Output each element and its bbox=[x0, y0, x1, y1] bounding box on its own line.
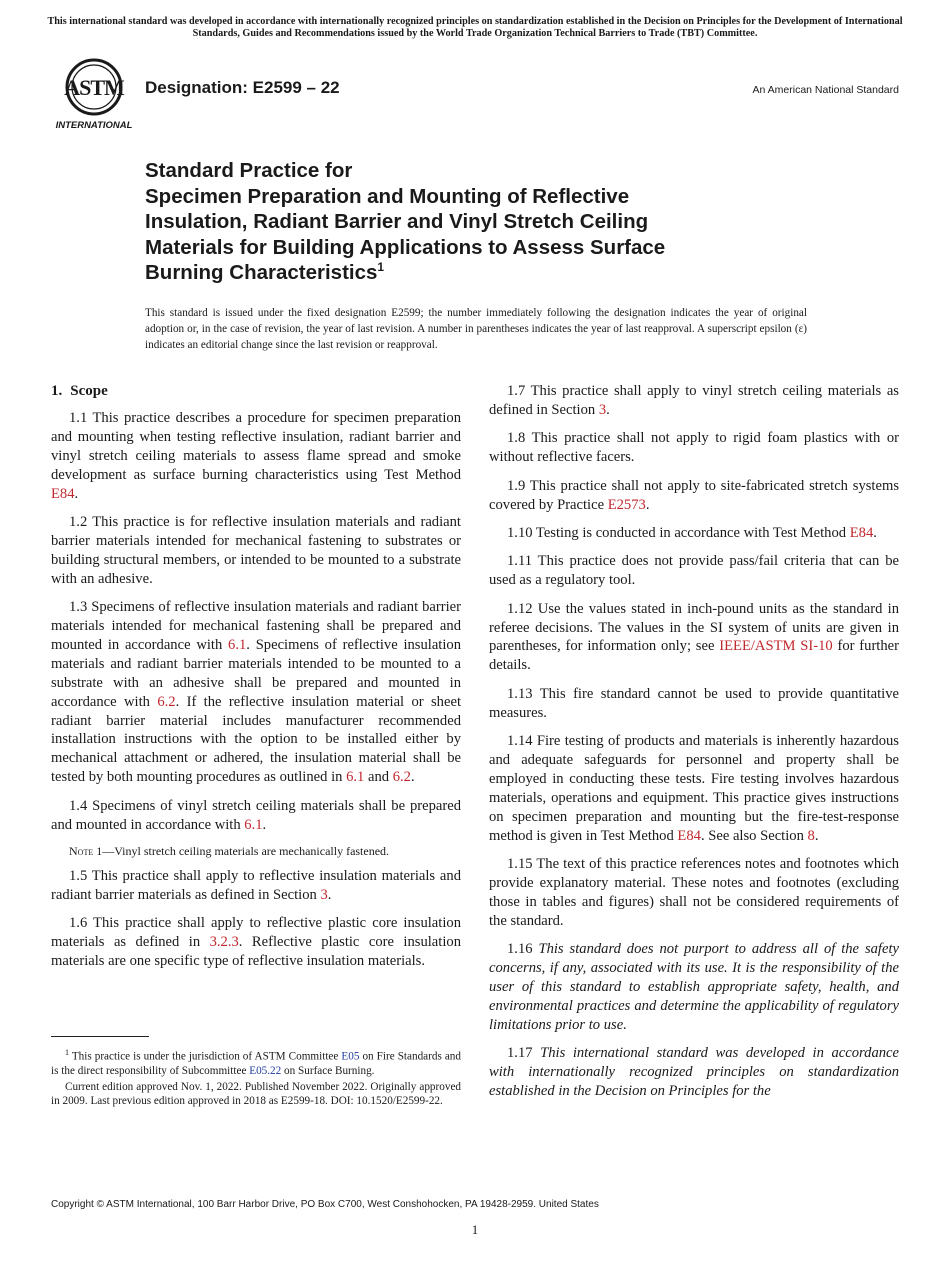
link-si-10[interactable]: IEEE/ASTM SI-10 bbox=[719, 638, 833, 655]
paragraph-1-3: 1.3 Specimens of reflective insulation materials and radiant barrier materials intended for mechanical fastening shall be prepared and mounted in accordance with 6.1. Specimens of reflective insulation materials and radiant barrier materials intended to be mounted to a substrate with an adhesive shall be prepared and mounted in accordance with 6.2. If the reflective insulation material or sheet radiant barrier material includes manufacturer recommended installation instructions with the option to be installed either by mechanical attachment or adhered, the insulation material shall be tested by both mounting procedures as outlined in 6.1 and 6.2. bbox=[51, 599, 462, 786]
link-section-8[interactable]: 8 bbox=[807, 827, 815, 844]
title-footnote-mark[interactable]: 1 bbox=[377, 260, 385, 274]
svg-text:ASTM: ASTM bbox=[64, 75, 124, 100]
title-line: Specimen Preparation and Mounting of Reflective bbox=[145, 184, 630, 208]
link-e84[interactable]: E84 bbox=[677, 827, 701, 844]
paragraph-1-15: 1.15 The text of this practice references notes and footnotes which provide explanatory material. These notes and footnotes (excluding those in tables and figures) shall not be considered requirements of the standard. bbox=[489, 856, 899, 929]
paragraph-1-4: 1.4 Specimens of vinyl stretch ceiling materials shall be prepared and mounted in accordance with 6.1. bbox=[51, 797, 461, 833]
edition-note: Current edition approved Nov. 1, 2022. Published November 2022. Originally approved in 2009. Last previous edition approved in 2018 as E2599-18. DOI: 10.1520/E2599-22. bbox=[51, 1081, 461, 1108]
note-1: Note 1—Vinyl stretch ceiling materials are mechanically fastened. bbox=[69, 843, 390, 858]
right-column bbox=[489, 382, 899, 1110]
link-6-1[interactable]: 6.1 bbox=[346, 769, 365, 786]
logo-international-text: INTERNATIONAL bbox=[55, 120, 133, 131]
tbt-notice: This international standard was developed in accordance with internationally recognized principles on standardization established in the Decision on Principles for the Development of International Standards, Guides and Recommendations issued by the World Trade Organization Technical Barriers to Trade (TBT) Committee. bbox=[47, 16, 903, 39]
paragraph-1-2: 1.2 This practice is for reflective insulation materials and radiant barrier materials intended for mechanical fastening to substrates or building structural members, or intended to be mounted to a substrate with an adhesive. bbox=[51, 513, 461, 587]
link-subcommittee-e05-22[interactable]: E05.22 bbox=[249, 1064, 282, 1077]
link-6-1[interactable]: 6.1 bbox=[244, 816, 263, 833]
national-standard-label: An American National Standard bbox=[752, 84, 899, 96]
issued-statement: This standard is issued under the fixed designation E2599; the number immediately following the designation indicates the year of original adoption or, in the case of revision, the year of last revision. A number in parentheses indicates the year of last reapproval. A superscript epsilon (ε) indicates an editorial change since the last revision or reapproval. bbox=[145, 307, 807, 351]
link-e84[interactable]: E84 bbox=[51, 485, 75, 502]
link-section-3[interactable]: 3 bbox=[320, 886, 328, 903]
link-6-2[interactable]: 6.2 bbox=[392, 769, 411, 786]
designation: Designation: E2599 – 22 bbox=[145, 78, 340, 97]
link-3-2-3[interactable]: 3.2.3 bbox=[209, 934, 239, 951]
title-line: Burning Characteristics$^1$ bbox=[145, 260, 385, 284]
paragraph-1-10: 1.10 Testing is conducted in accordance with Test Method E84. bbox=[507, 524, 877, 541]
paragraph-1-14: 1.14 Fire testing of products and materials is inherently hazardous and adequate safeguards for personnel and property shall be employed in conducting these tests. Fire testing involves hazardous materials, operations and equipment. This practice gives instructions on specimen preparation and mounting but the fire-test-response method is given in Test Method E84. See also Section 8. bbox=[489, 733, 899, 844]
paragraph-1-1: 1.1 This practice describes a procedure for specimen preparation and mounting when testing reflective insulation, radiant barrier and vinyl stretch ceiling materials to assess flame spread and smoke development as surface burning characteristics using Test Method E84. bbox=[51, 409, 461, 502]
link-e2573[interactable]: E2573 bbox=[607, 496, 646, 513]
paragraph-1-12: 1.12 Use the values stated in inch-pound units as the standard in referee decisions. The values in the SI system of units are given in parentheses, for information only; see IEEE/ASTM SI-10 for further details. bbox=[489, 600, 899, 674]
footnote-divider bbox=[51, 1036, 149, 1037]
paragraph-1-9: 1.9 This practice shall not apply to site-fabricated stretch systems covered by Practice E2573. bbox=[489, 477, 899, 513]
title-line: Standard Practice for bbox=[145, 159, 353, 182]
astm-logo bbox=[52, 57, 136, 133]
link-committee-e05[interactable]: E05 bbox=[341, 1050, 360, 1063]
paragraph-1-13: 1.13 This fire standard cannot be used to provide quantitative measures. bbox=[489, 685, 899, 721]
astm-logo-icon bbox=[52, 57, 136, 133]
link-6-2[interactable]: 6.2 bbox=[157, 693, 176, 710]
paragraph-1-5: 1.5 This practice shall apply to reflective insulation materials and radiant barrier materials as defined in Section 3. bbox=[51, 867, 461, 903]
link-section-3[interactable]: 3 bbox=[598, 401, 607, 418]
paragraph-1-16: 1.16 This standard does not purport to address all of the safety concerns, if any, associated with its use. It is the responsibility of the user of this standard to establish appropriate safety, health, and environmental practices and determine the applicability of regulatory limitations prior to use. bbox=[489, 941, 899, 1033]
footnote-1: $^1$ This practice is under the jurisdiction of ASTM Committee E05 on Fire Standards and is the direct responsibility of Subcommittee E05.22 on Surface Burning. bbox=[51, 1048, 461, 1077]
paragraph-1-8: 1.8 This practice shall not apply to rigid foam plastics with or without reflective facers. bbox=[489, 430, 899, 466]
link-e84[interactable]: E84 bbox=[849, 524, 874, 541]
left-column bbox=[51, 382, 461, 980]
footnotes bbox=[51, 1046, 461, 1111]
document-title bbox=[145, 158, 845, 289]
link-6-1[interactable]: 6.1 bbox=[228, 636, 247, 653]
paragraph-1-7: 1.7 This practice shall apply to vinyl stretch ceiling materials as defined in Section 3. bbox=[489, 383, 899, 418]
page-number: 1 bbox=[471, 1222, 479, 1237]
copyright: Copyright © ASTM International, 100 Barr Harbor Drive, PO Box C700, West Conshohocken, PA 19428-2959. United States bbox=[51, 1199, 599, 1210]
paragraph-1-17: 1.17 This international standard was developed in accordance with internationally recognized principles on standardization established in the Decision on Principles for the bbox=[489, 1045, 899, 1099]
section-heading-scope: 1. Scope bbox=[51, 383, 108, 399]
title-line: Insulation, Radiant Barrier and Vinyl Stretch Ceiling bbox=[145, 210, 649, 233]
paragraph-1-11: 1.11 This practice does not provide pass/fail criteria that can be used as a regulatory tool. bbox=[489, 553, 899, 589]
paragraph-1-6: 1.6 This practice shall apply to reflective plastic core insulation materials as defined in 3.2.3. Reflective plastic core insulation materials are one specific type of reflective insulation materials. bbox=[51, 915, 461, 970]
title-line: Materials for Building Applications to Assess Surface bbox=[145, 235, 666, 259]
